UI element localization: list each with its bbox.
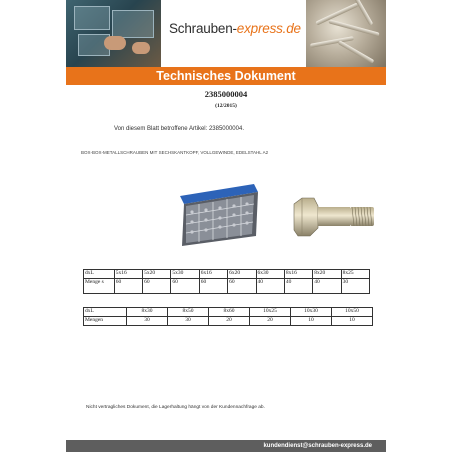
- table-cell: 8x30: [127, 308, 168, 317]
- table-cell: 30: [341, 279, 369, 294]
- table-cell: 60: [228, 279, 256, 294]
- logo-main-text: Schrauben-: [169, 21, 237, 36]
- table-cell: 60: [114, 279, 142, 294]
- table-row: [84, 317, 373, 326]
- table-cell: 30: [127, 317, 168, 326]
- table-header-cell: dxL: [84, 308, 127, 317]
- table-cell: 60: [199, 279, 227, 294]
- table-cell: 10: [291, 317, 332, 326]
- quantity-table-1: [83, 269, 370, 294]
- table-header-cell: Mengen: [84, 317, 127, 326]
- table-cell: 6x20: [228, 270, 256, 279]
- logo-accent-text: express.de: [236, 21, 301, 36]
- table-cell: 6x30: [256, 270, 284, 279]
- table-cell: 10x50: [332, 308, 373, 317]
- table-cell: 40: [284, 279, 312, 294]
- table-cell: 60: [171, 279, 199, 294]
- quantity-table-2: [83, 307, 373, 326]
- table-cell: 5x30: [171, 270, 199, 279]
- title-bar: [66, 67, 386, 85]
- document-page: [66, 0, 386, 452]
- logo: [161, 0, 306, 67]
- footer-email[interactable]: kundendienst@schrauben-express.de: [263, 443, 372, 449]
- table-cell: 10x25: [250, 308, 291, 317]
- footer-bar: [66, 440, 386, 452]
- table-cell: 5x20: [143, 270, 171, 279]
- table-cell: 20: [250, 317, 291, 326]
- table-cell: 8x25: [341, 270, 369, 279]
- table-cell: 8x20: [313, 270, 341, 279]
- table-cell: 10: [332, 317, 373, 326]
- hex-bolt-image: [292, 196, 376, 238]
- workshop-photo: [66, 0, 161, 67]
- table-row: [84, 279, 370, 294]
- screws-photo: [306, 0, 386, 67]
- product-description: BOX-BOX-METALLSCHRAUBEN MIT SECHSKANTKOPF, VOLLGEWINDE, EDELSTAHL A2: [81, 150, 269, 155]
- table-cell: 8x50: [168, 308, 209, 317]
- document-date: (12/2015): [215, 103, 237, 109]
- screw-box-image: [174, 182, 260, 247]
- table-cell: 10x30: [291, 308, 332, 317]
- document-title: Technisches Dokument: [156, 69, 296, 83]
- table-row: [84, 308, 373, 317]
- disclaimer-text: Nicht vertragliches Dokument, die Lagerhaltung hängt von der Kundennachfrage ab.: [86, 405, 265, 410]
- table-cell: 40: [256, 279, 284, 294]
- table-header-cell: dxL: [84, 270, 115, 279]
- table-cell: 60: [143, 279, 171, 294]
- table-cell: 8x16: [284, 270, 312, 279]
- affected-articles: Von diesem Blatt betroffene Artikel: 2385000004.: [114, 126, 244, 132]
- header-banner: [66, 0, 386, 67]
- table-cell: 6x16: [199, 270, 227, 279]
- table-cell: 30: [168, 317, 209, 326]
- table-cell: 40: [313, 279, 341, 294]
- table-row: [84, 270, 370, 279]
- table-cell: 8x60: [209, 308, 250, 317]
- document-number: 2385000004: [204, 89, 248, 99]
- table-cell: 5x16: [114, 270, 142, 279]
- table-header-cell: Menge s: [84, 279, 115, 294]
- table-cell: 20: [209, 317, 250, 326]
